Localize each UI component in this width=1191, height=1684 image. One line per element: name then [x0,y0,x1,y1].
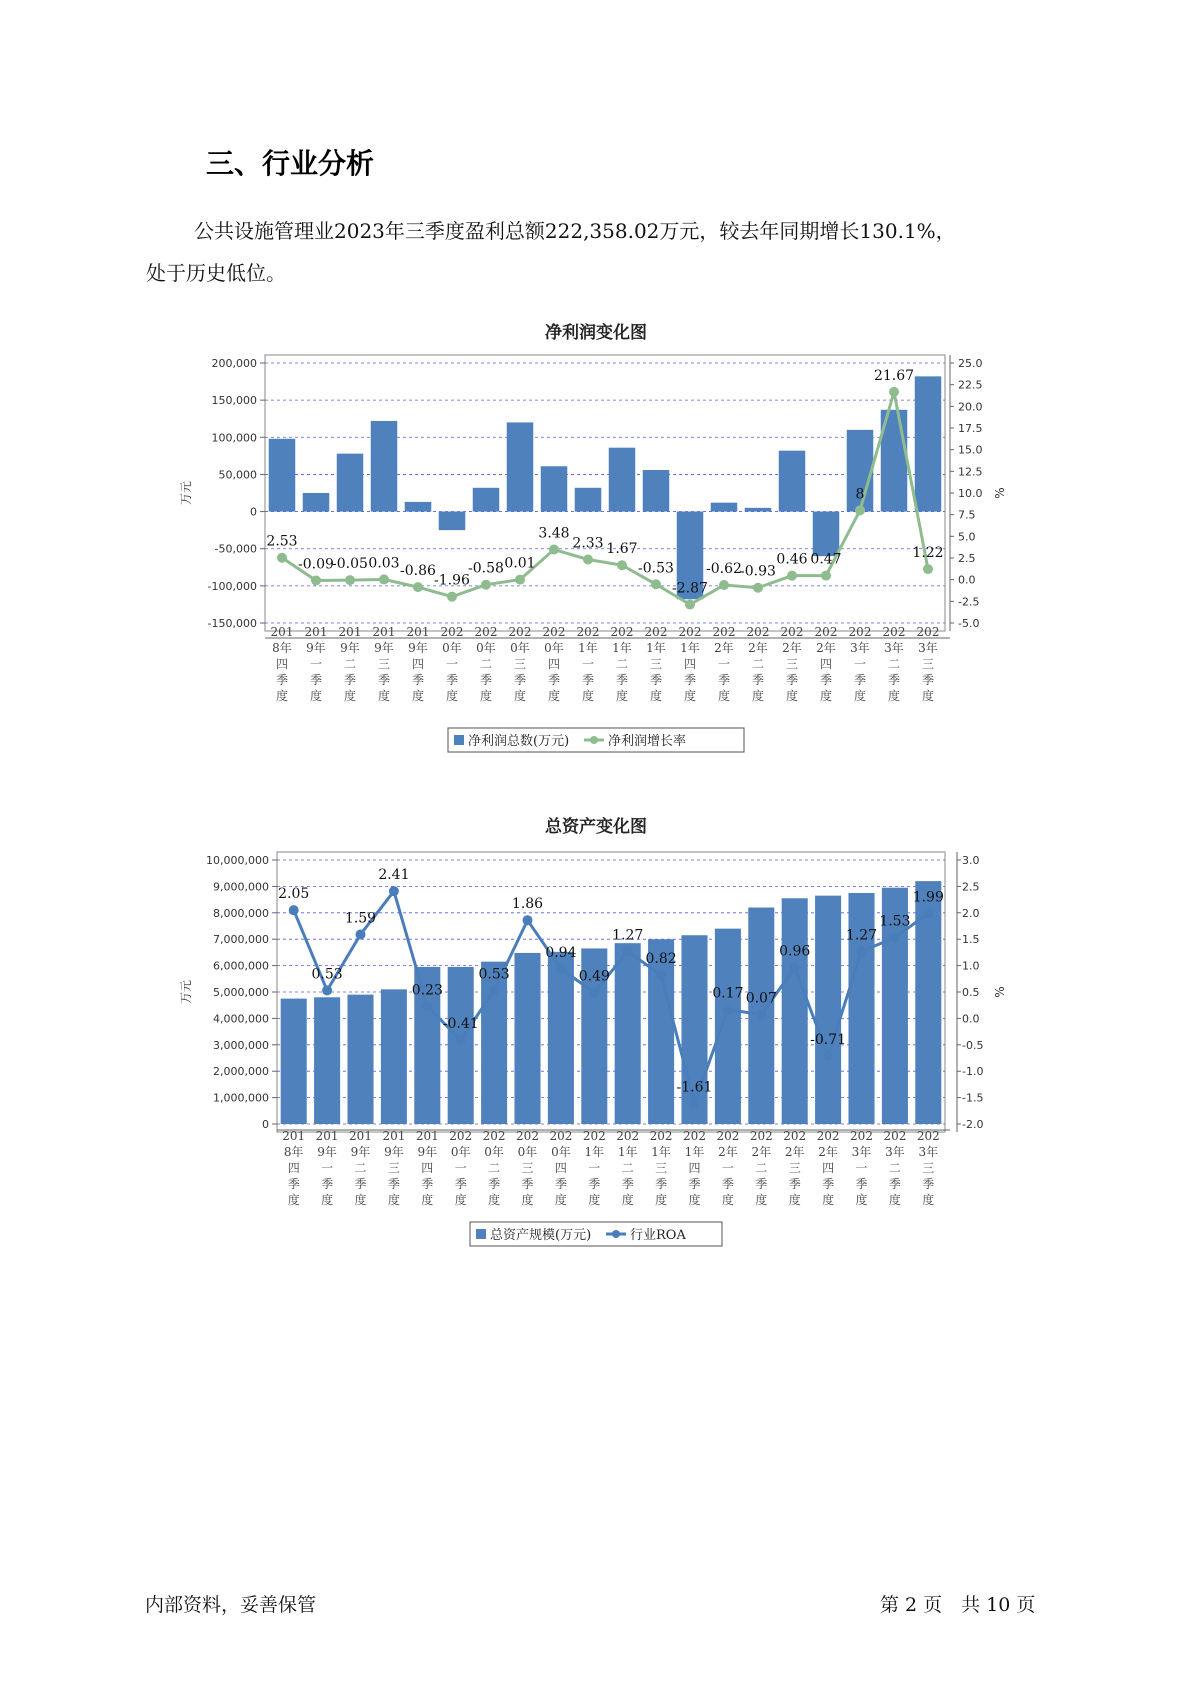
y2-axis-tick-label: -2.5 [958,595,980,609]
bar [548,952,574,1124]
bar [381,989,407,1124]
y2-axis-tick-label: 1.0 [962,959,980,973]
y2-axis-tick-label: 17.5 [958,422,983,435]
x-axis-category-label: 202 3年三季度 [916,625,940,703]
data-label: 0.03 [368,555,400,572]
legend-bar-label: 净利润总数(万元) [468,734,570,749]
x-axis-category-label: 202 2年二季度 [749,1129,773,1207]
data-label: 3.48 [538,525,570,542]
data-label: -0.41 [442,1016,479,1033]
series-point [753,583,763,593]
series-point [723,1004,733,1014]
y-axis-title: 万元 [179,480,193,506]
data-label: -0.93 [740,563,776,580]
x-axis-category-label: 202 1年一季度 [582,1129,606,1207]
data-label: -1.61 [676,1079,713,1096]
x-axis-category-label: 202 0年二季度 [482,1129,506,1207]
series-point [456,1035,466,1045]
x-axis-category-label: 202 2年四季度 [816,1129,840,1207]
series-point [617,560,627,570]
x-axis-category-label: 202 1年四季度 [678,625,702,703]
y-axis-tick-label: 0 [262,1118,269,1131]
data-label: 0.07 [745,990,777,1007]
data-label: 0.17 [712,985,744,1002]
x-axis-category-label: 202 0年四季度 [542,625,566,703]
y2-axis-tick-label: 7.5 [958,508,976,522]
series-point [549,545,559,555]
series-point [447,592,457,602]
x-axis-category-label: 202 2年三季度 [780,625,804,703]
y2-axis-tick-label: 15.0 [958,443,983,457]
bar [314,997,340,1124]
series-point [719,580,729,590]
y2-axis-tick-label: 5.0 [958,530,976,544]
bar [507,422,534,511]
series-point [855,505,865,515]
series-point [651,579,661,589]
legend-bar-swatch [476,1229,486,1239]
y-axis-tick-label: 50,000 [218,468,257,482]
legend-line-label: 行业ROA [630,1228,686,1243]
series-point [923,564,933,574]
legend-bar-label: 总资产规模(万元) [490,1228,592,1243]
bar [439,512,466,531]
x-axis-category-label: 201 8年四季度 [270,625,294,703]
y2-axis-tick-label: 0.0 [958,573,976,587]
bar [514,953,540,1124]
bar [575,488,602,512]
y2-axis-tick-label: 3.0 [962,854,980,867]
series-point [583,554,593,564]
x-axis-category-label: 202 1年二季度 [616,1129,640,1207]
series-point [756,1010,766,1020]
data-label: 2.41 [378,867,410,884]
x-axis-category-label: 201 9年三季度 [382,1129,406,1207]
x-axis-category-label: 201 9年一季度 [315,1129,339,1207]
bar [337,454,364,512]
y-axis-tick-label: 1,000,000 [213,1091,269,1105]
x-axis-category-label: 201 9年四季度 [406,625,430,703]
bar [541,466,568,511]
data-label: 0.94 [545,944,577,961]
data-label: 0.49 [578,968,610,985]
bar [745,508,772,512]
section-heading: 三、行业分析 [206,147,375,180]
x-axis-category-label: 202 0年一季度 [449,1129,473,1207]
y2-axis-tick-label: -1.5 [962,1091,984,1105]
bar [813,512,840,557]
bar [782,898,808,1124]
series-point [889,387,899,397]
series-point [322,985,332,995]
series-point [311,575,321,585]
bar [615,943,641,1124]
series-point [656,970,666,980]
series-point [523,915,533,925]
y2-axis-tick-label: 1.5 [962,933,980,947]
y-axis-tick-label: 7,000,000 [213,933,269,947]
legend-bar-swatch [454,735,464,745]
y-axis-tick-label: 3,000,000 [213,1038,269,1052]
y2-axis-tick-label: 2.5 [962,880,980,894]
series-point [823,1051,833,1061]
y-axis-tick-label: 2,000,000 [213,1065,269,1079]
series-point [289,905,299,915]
data-label: 1.53 [879,913,911,930]
x-axis-category-label: 201 9年二季度 [349,1129,372,1207]
net-profit-chart-svg [0,318,1191,768]
data-label: 1.67 [606,541,638,558]
series-point [690,1098,700,1108]
bar [711,503,738,512]
x-axis-category-label: 202 0年三季度 [516,1129,539,1207]
x-axis-category-label: 201 9年四季度 [415,1129,439,1207]
series-point [556,964,566,974]
data-label: 0.96 [779,943,811,960]
y-axis-tick-label: 0 [250,505,257,519]
x-axis-category-label: 202 1年一季度 [576,625,600,703]
bar [681,935,707,1124]
data-label: 0.82 [645,951,677,968]
data-label: 1.27 [845,927,878,944]
data-label: -0.58 [468,560,504,577]
footer-page-number: 第 2 页 共 10 页 [880,1594,1036,1616]
y2-axis-tick-label: 2.5 [958,552,976,565]
y2-axis-tick-label: 12.5 [958,465,983,479]
x-axis-category-label: 202 1年三季度 [644,625,668,703]
bar [473,488,500,512]
bar [715,929,741,1124]
series-point [857,946,867,956]
data-label: 1.59 [344,910,377,927]
y-axis-tick-label: 10,000,000 [206,854,269,867]
series-point [787,571,797,581]
x-axis-category-label: 202 3年一季度 [850,1129,873,1207]
data-label: 8 [855,486,865,503]
data-label: 0.23 [411,982,443,999]
x-axis-category-label: 202 1年二季度 [610,625,634,703]
x-axis-category-label: 202 2年一季度 [716,1129,740,1207]
data-label: 0.01 [504,555,536,572]
x-axis-category-label: 202 3年二季度 [882,625,906,703]
y2-axis-tick-label: 20.0 [958,400,983,414]
x-axis-category-label: 201 9年三季度 [372,625,396,703]
legend-line-marker [612,1230,620,1238]
y-axis-tick-label: 100,000 [211,431,257,445]
series-point [685,600,695,610]
bar [371,421,398,512]
bar [815,896,841,1124]
plot-area-frame [265,355,945,631]
series-point [345,575,355,585]
y-axis-tick-label: 150,000 [211,394,257,408]
y2-axis-tick-label: -2.0 [962,1118,984,1131]
bar [303,493,330,512]
data-label: 2.33 [572,535,604,552]
y-axis-tick-label: -100,000 [207,579,257,593]
series-point [413,582,423,592]
y-axis-tick-label: 6,000,000 [213,959,269,973]
y2-axis-tick-label: 22.5 [958,378,983,392]
y-axis-tick-label: -150,000 [207,617,257,630]
series-point [790,963,800,973]
series-point [356,929,366,939]
y2-axis-tick-label: 0.5 [962,986,980,999]
series-point [489,985,499,995]
data-label: 0.47 [810,551,842,568]
x-axis-category-label: 202 2年三季度 [783,1129,807,1207]
y2-axis-title: % [993,986,1007,998]
x-axis-category-label: 201 8年四季度 [282,1129,306,1207]
x-axis-category-label: 202 2年二季度 [746,625,770,703]
data-label: 1.27 [612,927,644,944]
series-point [589,988,599,998]
series-point [923,908,933,918]
data-label: 0.46 [776,551,808,568]
series-point [277,553,287,563]
data-label: 2.53 [266,533,298,550]
data-label: 2.05 [278,886,310,903]
y2-axis-tick-label: 2.0 [962,906,980,920]
plot-area-frame [277,852,945,1132]
x-axis-category-label: 201 9年一季度 [304,625,328,703]
bar [609,448,636,512]
x-axis-category-label: 202 0年一季度 [440,625,464,703]
bar [281,999,307,1124]
data-label: -0.05 [332,556,368,573]
x-axis-category-label: 202 1年四季度 [683,1129,706,1207]
y2-axis-tick-label: -5.0 [958,617,980,630]
x-axis-category-label: 202 1年三季度 [649,1129,673,1207]
data-label: 1.99 [912,889,944,906]
y-axis-tick-label: 200,000 [211,357,257,370]
series-point [481,580,491,590]
data-label: -0.62 [706,561,742,578]
data-label: -0.53 [638,560,674,577]
y2-axis-tick-label: 10.0 [958,487,983,500]
section-paragraph [146,210,1066,294]
series-point [389,886,399,896]
data-label: 0.53 [478,966,510,983]
legend-line-label: 净利润增长率 [608,734,687,749]
series-point [821,571,831,581]
y-axis-tick-label: 9,000,000 [213,880,269,894]
x-axis-category-label: 201 9年二季度 [338,625,362,703]
y2-axis-tick-label: 0.0 [962,1012,980,1026]
data-label: -0.71 [810,1031,847,1048]
data-label: 1.22 [912,545,944,562]
x-axis-category-label: 202 0年二季度 [474,625,498,703]
y-axis-tick-label: 4,000,000 [213,1012,269,1026]
data-label: 0.53 [311,966,343,983]
series-point [623,946,633,956]
y2-axis-tick-label: -0.5 [962,1038,984,1052]
y-axis-tick-label: 8,000,000 [213,906,269,920]
paragraph-line-2: 处于历史低位。 [146,261,286,285]
series-point [515,575,525,585]
y2-axis-title: % [993,487,1007,499]
data-label: -2.87 [672,580,708,597]
data-label: -0.09 [298,556,334,573]
bar [405,502,432,512]
series-point [422,1001,432,1011]
y-axis-title: 万元 [179,979,193,1005]
chart-title: 净利润变化图 [545,323,647,343]
chart-title: 总资产变化图 [545,817,647,837]
paragraph-line-1: 公共设施管理业2023年三季度盈利总额222,358.02万元，较去年同期增长130.1%， [194,219,956,243]
data-label: 1.86 [511,896,544,913]
x-axis-category-label: 202 3年一季度 [848,625,872,703]
bar [347,995,373,1124]
series-point [890,933,900,943]
data-label: 21.67 [873,367,915,384]
y-axis-tick-label: -50,000 [214,542,257,556]
data-label: -0.86 [400,563,436,580]
x-axis-category-label: 202 2年四季度 [814,625,838,703]
bar [448,967,474,1124]
bar [915,376,942,511]
y2-axis-tick-label: 25.0 [958,357,983,370]
net-profit-chart [0,318,1191,768]
total-assets-chart [0,812,1191,1262]
footer-confidential: 内部资料，妥善保管 [145,1594,317,1616]
x-axis-category-label: 202 3年二季度 [883,1129,907,1207]
bar [643,470,670,512]
legend-line-marker [590,736,598,744]
bar [779,451,806,512]
x-axis-category-label: 202 3年三季度 [916,1129,940,1207]
x-axis-category-label: 202 0年三季度 [508,625,532,703]
x-axis-category-label: 202 2年一季度 [712,625,736,703]
x-axis-category-label: 202 0年四季度 [549,1129,573,1207]
y2-axis-tick-label: -1.0 [962,1065,984,1079]
bar [269,439,296,512]
total-assets-chart-svg [0,812,1191,1262]
y-axis-tick-label: 5,000,000 [213,986,269,999]
series-point [379,574,389,584]
data-label: -1.96 [434,572,470,589]
